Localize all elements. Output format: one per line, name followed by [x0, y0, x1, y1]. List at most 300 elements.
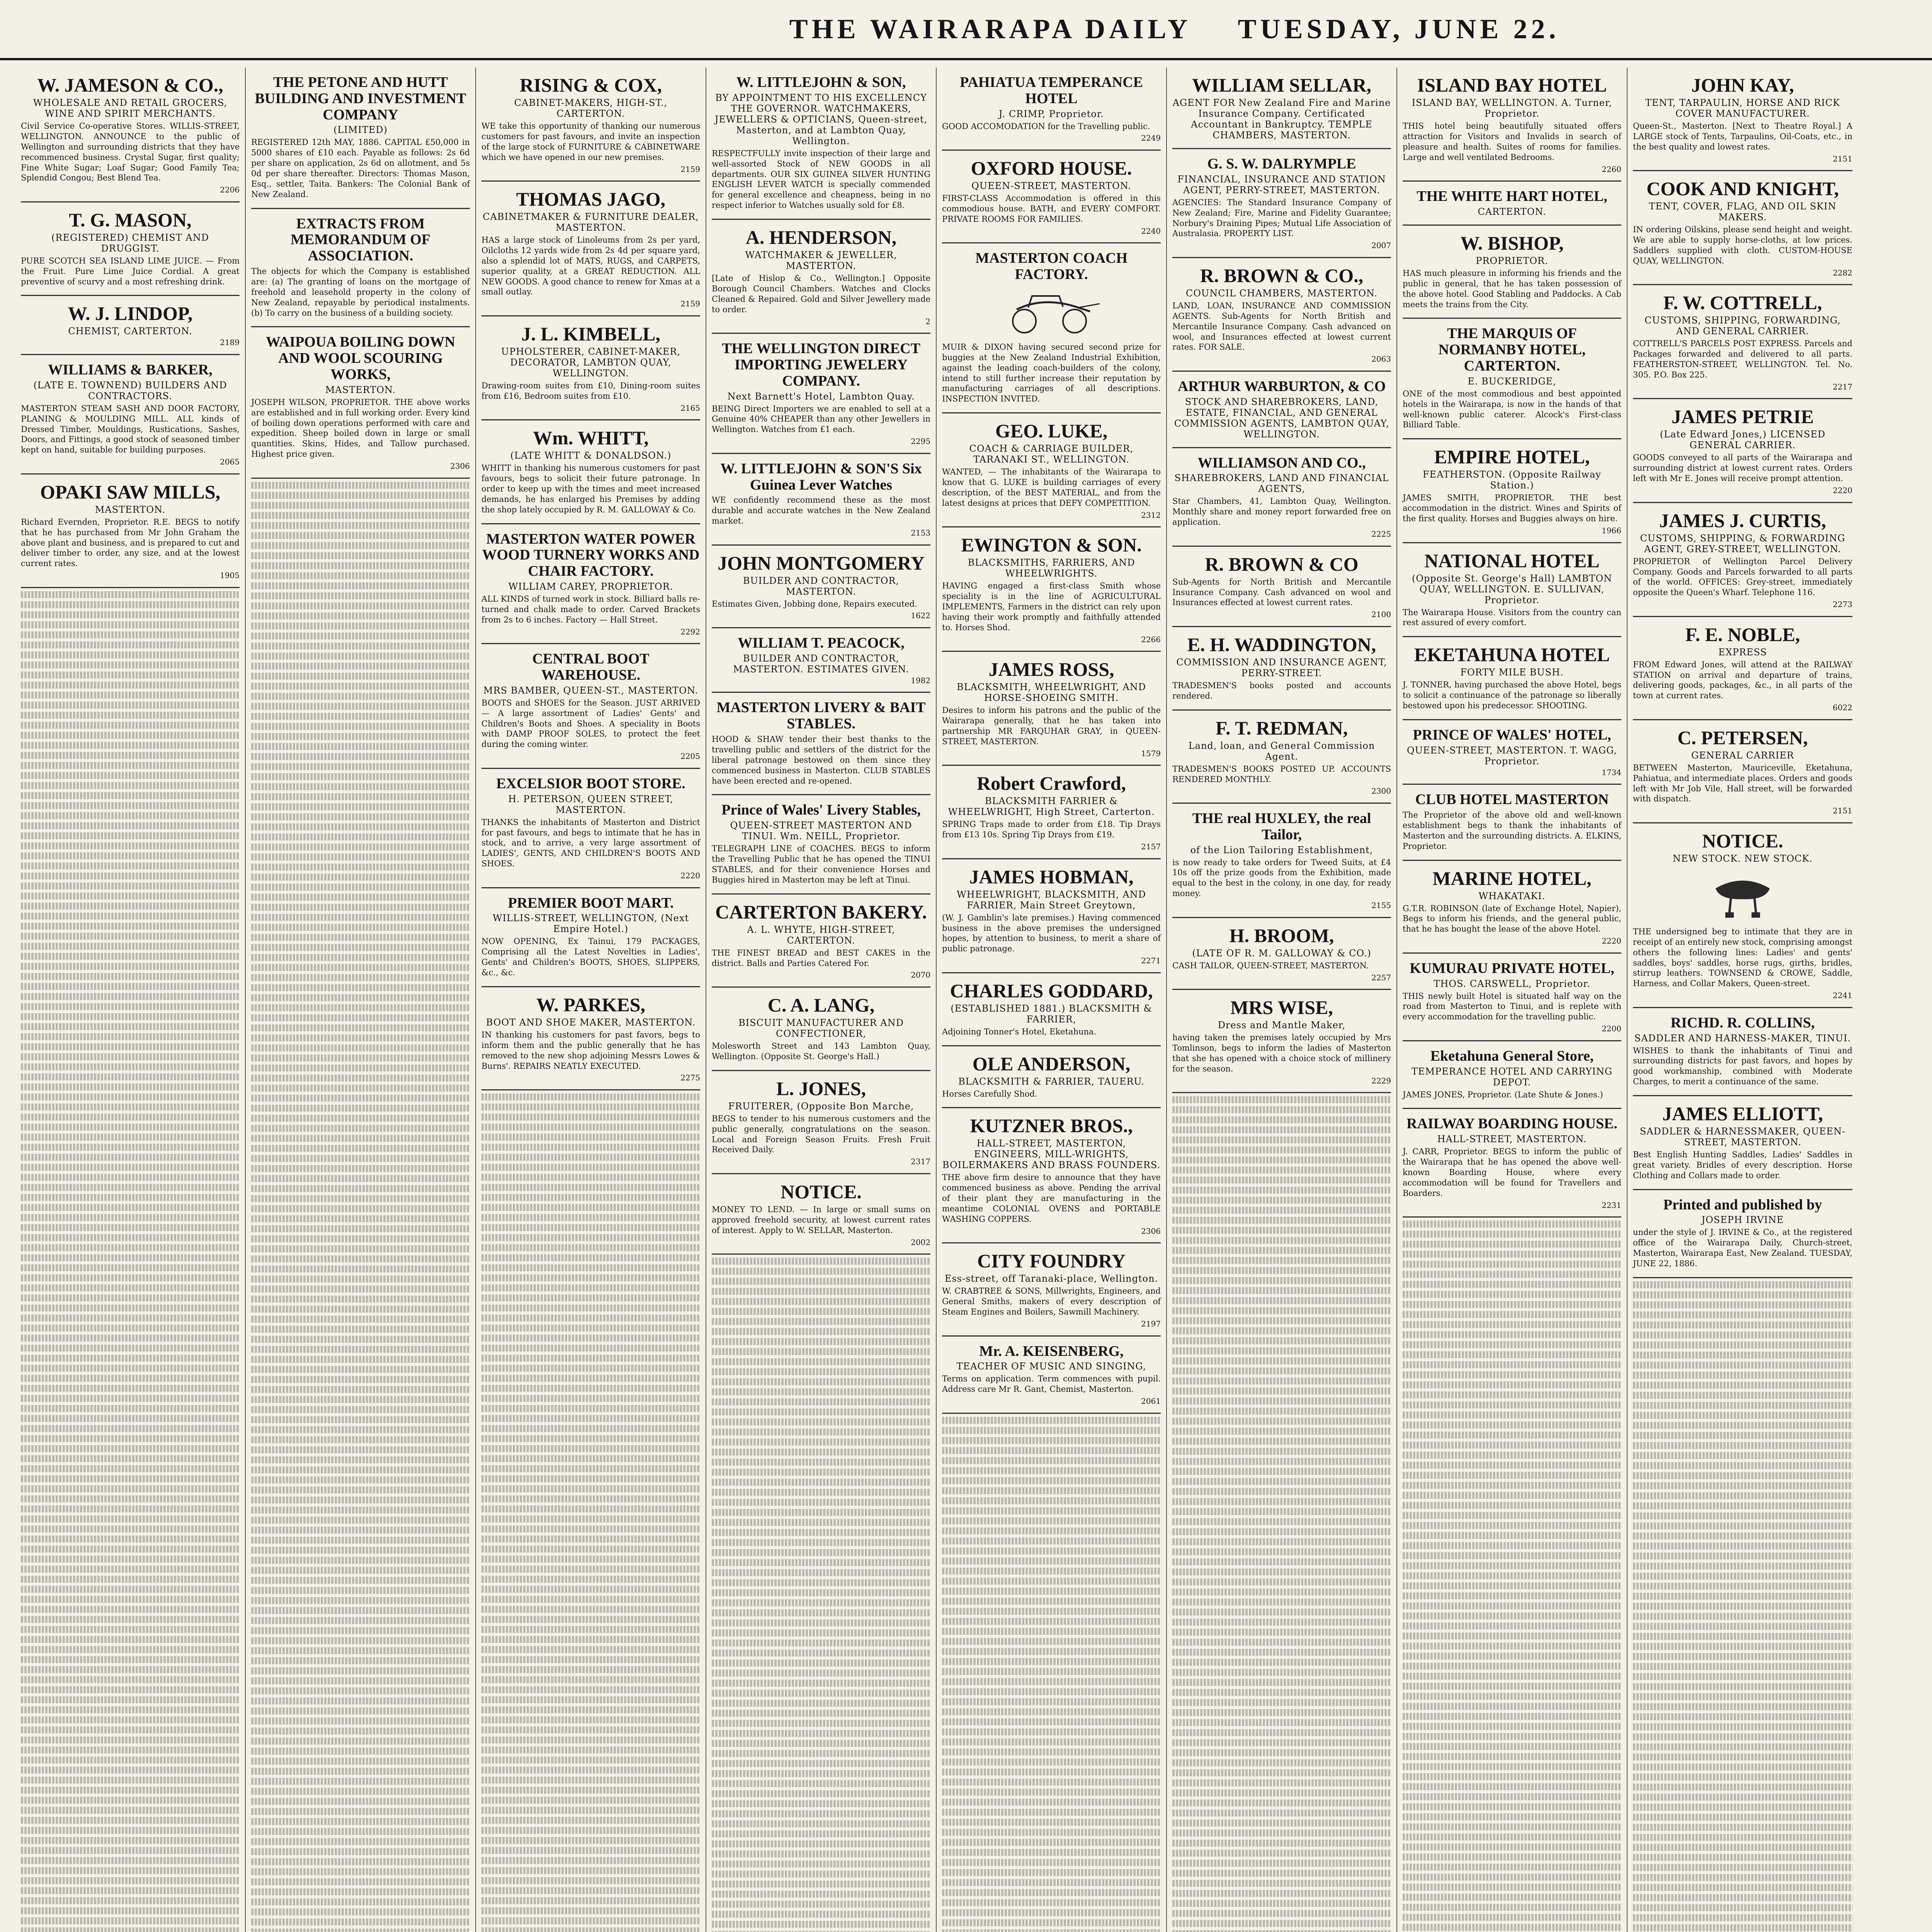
- ad-subheading: TEACHER OF MUSIC AND SINGING,: [956, 1361, 1146, 1372]
- filler-line: [21, 1244, 240, 1251]
- filler-line: [1403, 1311, 1621, 1318]
- filler-line: [1172, 1548, 1391, 1555]
- filler-line: [251, 1426, 470, 1433]
- filler-line: [942, 1648, 1161, 1655]
- advertisement: [1403, 1041, 1621, 1109]
- advertisement: [1403, 543, 1621, 638]
- ad-body: WANTED, — The inhabitants of the Wairarapa to know that G. LUKE is building carriages of every description, of the BEST MATERIAL, and from the latest designs at prices that DEFY COMPETITION.: [942, 467, 1161, 508]
- filler-line: [1633, 1733, 1852, 1740]
- filler-line: [1172, 1518, 1391, 1525]
- filler-line: [942, 1417, 1161, 1424]
- filler-line: [481, 1264, 700, 1271]
- filler-line: [481, 1204, 700, 1211]
- filler-line: [1633, 1653, 1852, 1660]
- filler-line: [1172, 1438, 1391, 1445]
- filler-line: [1633, 1593, 1852, 1600]
- filler-line: [251, 833, 470, 840]
- filler-line: [21, 1325, 240, 1332]
- filler-line: [481, 1315, 700, 1321]
- filler-line: [21, 752, 240, 759]
- filler-line: [712, 1328, 930, 1335]
- ad-subheading: BUILDER AND CONTRACTOR, MASTERTON. ESTIMATES GIVEN.: [733, 653, 909, 675]
- filler-line: [712, 1629, 930, 1636]
- filler-line: [1172, 1116, 1391, 1123]
- filler-line: [21, 1335, 240, 1342]
- filler-line: [1403, 1281, 1621, 1288]
- filler-line: [712, 1499, 930, 1506]
- ad-heading: KUTZNER BROS.,: [970, 1115, 1133, 1137]
- ad-body: ONE of the most commodious and best appointed hotels in the Wairarapa, is now in the hands of that well-known public caterer. Alcock's First-class Billiard Table.: [1403, 389, 1621, 430]
- filler-line: [1403, 1894, 1621, 1901]
- ad-heading: A. HENDERSON,: [745, 226, 897, 248]
- filler-line: [1172, 1739, 1391, 1746]
- column-filler-type: [251, 482, 470, 1932]
- filler-line: [1633, 1884, 1852, 1891]
- filler-line: [21, 1515, 240, 1522]
- filler-line: [251, 984, 470, 991]
- filler-line: [21, 651, 240, 658]
- filler-line: [1172, 1197, 1391, 1204]
- ad-heading: CARTERTON BAKERY.: [715, 901, 927, 923]
- filler-line: [251, 1225, 470, 1232]
- filler-line: [21, 1656, 240, 1663]
- filler-line: [21, 802, 240, 809]
- ad-body: IN thanking his customers for past favors, begs to inform them and the public generally that he has removed to the new shop adjoining Messrs Lowes & Burns'. REPAIRS NEATLY EXECUTED.: [481, 1030, 700, 1071]
- filler-line: [1633, 1774, 1852, 1781]
- ad-number: 2189: [220, 338, 240, 347]
- filler-line: [942, 1819, 1161, 1826]
- filler-line: [1403, 1401, 1621, 1408]
- filler-line: [21, 1827, 240, 1834]
- filler-line: [712, 1750, 930, 1757]
- ad-subheading: CUSTOMS, SHIPPING, & FORWARDING AGENT, GREY-STREET, WELLINGTON.: [1640, 532, 1845, 554]
- advertisement: [21, 474, 240, 588]
- ad-heading: W. J. LINDOP,: [68, 303, 193, 325]
- filler-line: [1172, 1699, 1391, 1706]
- ad-heading: RAILWAY BOARDING HOUSE.: [1406, 1116, 1617, 1132]
- filler-line: [1633, 1784, 1852, 1791]
- ad-subheading: MASTERTON.: [325, 384, 396, 395]
- filler-line: [21, 641, 240, 648]
- filler-line: [481, 1254, 700, 1261]
- advertisement: [942, 859, 1161, 973]
- ad-subheading: QUEEN-STREET, MASTERTON.: [971, 180, 1131, 192]
- filler-line: [1172, 1428, 1391, 1435]
- filler-line: [712, 1660, 930, 1667]
- advertisement: [712, 334, 930, 454]
- filler-line: [942, 1678, 1161, 1685]
- filler-line: [21, 812, 240, 819]
- ad-body: COTTRELL'S PARCELS POST EXPRESS. Parcels and Packages forwarded and delivered to all parts. FEATHERSTON-STREET, WELLINGTON. Tel. No. 305. P.O. Box 225.: [1633, 339, 1852, 379]
- filler-line: [1403, 1331, 1621, 1338]
- filler-line: [21, 1646, 240, 1653]
- filler-line: [251, 713, 470, 720]
- advertisement: [21, 68, 240, 202]
- ad-body: CASH TAILOR, QUEEN-STREET, MASTERTON.: [1172, 961, 1369, 970]
- filler-line: [481, 1274, 700, 1281]
- filler-line: [481, 1716, 700, 1723]
- filler-line: [21, 1023, 240, 1030]
- filler-line: [481, 1897, 700, 1904]
- filler-line: [1172, 1890, 1391, 1897]
- filler-line: [481, 1736, 700, 1743]
- filler-line: [1403, 1321, 1621, 1328]
- filler-line: [251, 532, 470, 539]
- filler-line: [1172, 1297, 1391, 1304]
- ad-body: TRADESMEN'S BOOKS POSTED UP. ACCOUNTS RENDERED MONTHLY.: [1172, 764, 1391, 784]
- filler-line: [1172, 1146, 1391, 1153]
- filler-line: [21, 1455, 240, 1462]
- ad-body: Terms on application. Term commences with pupil. Address care Mr R. Gant, Chemist, Masterton.: [942, 1374, 1161, 1394]
- filler-line: [712, 1770, 930, 1777]
- ad-subheading: BY APPOINTMENT TO HIS EXCELLENCY THE GOVERNOR. WATCHMAKERS, JEWELLERS & OPTICIANS, Queen-street, Masterton, and at Lambton Quay, Wellington.: [714, 92, 928, 146]
- column-6: [1167, 68, 1397, 1932]
- column-4: [706, 68, 937, 1932]
- filler-line: [1633, 1743, 1852, 1750]
- ad-heading: NOTICE.: [781, 1180, 862, 1202]
- filler-line: [1633, 1603, 1852, 1610]
- ad-body: THE above firm desire to announce that they have commenced business as above. Pending the arrival of their plant they are manufacturing in the meantime COLONIAL OVENS and PORTABLE WASHING COPPERS.: [942, 1173, 1161, 1224]
- ad-number: 2065: [220, 457, 240, 467]
- filler-line: [712, 1378, 930, 1385]
- filler-line: [251, 1828, 470, 1835]
- filler-line: [21, 742, 240, 749]
- filler-line: [251, 1517, 470, 1524]
- filler-line: [251, 1898, 470, 1905]
- ad-number: 2061: [1141, 1396, 1161, 1406]
- ad-subheading: QUEEN-STREET MASTERTON AND TINUI. Wm. NEILL, Proprietor.: [730, 820, 912, 842]
- ad-heading: NATIONAL HOTEL: [1424, 549, 1600, 571]
- filler-line: [21, 1526, 240, 1532]
- filler-line: [1172, 1850, 1391, 1857]
- filler-line: [1172, 1820, 1391, 1827]
- filler-line: [1633, 1894, 1852, 1901]
- filler-line: [481, 1526, 700, 1532]
- filler-line: [251, 1406, 470, 1413]
- filler-line: [21, 1495, 240, 1502]
- ad-subheading: JOSEPH IRVINE: [1701, 1214, 1784, 1226]
- filler-line: [251, 874, 470, 881]
- filler-line: [21, 1505, 240, 1512]
- filler-line: [251, 1527, 470, 1534]
- filler-line: [251, 1145, 470, 1152]
- advertisement: [1172, 258, 1391, 372]
- advertisement: [1403, 720, 1621, 785]
- ad-subheading: WHEELWRIGHT, BLACKSMITH, AND FARRIER, Main Street Greytown,: [956, 889, 1146, 911]
- filler-line: [1403, 1763, 1621, 1770]
- filler-line: [1403, 1803, 1621, 1810]
- filler-line: [1172, 1247, 1391, 1254]
- ad-heading: KUMURAU PRIVATE HOTEL,: [1410, 960, 1614, 976]
- ad-number: 1966: [1602, 526, 1621, 535]
- ad-heading: WILLIAM T. PEACOCK,: [738, 635, 905, 651]
- filler-line: [712, 1830, 930, 1837]
- filler-line: [251, 974, 470, 981]
- filler-line: [1172, 1237, 1391, 1244]
- filler-line: [1403, 1683, 1621, 1690]
- columns: [15, 68, 1932, 1932]
- ad-body: Sub-Agents for North British and Mercantile Insurance Company. Cash advanced on wool and Insurances effected at lowest current rates.: [1172, 577, 1391, 607]
- ad-number: 2153: [911, 528, 930, 537]
- filler-line: [1172, 1347, 1391, 1354]
- advertisement: [481, 644, 700, 769]
- ad-subheading: AGENT FOR New Zealand Fire and Marine Insurance Company. Certificated Accountant in Bankruptcy. TEMPLE CHAMBERS, MASTERTON.: [1172, 97, 1391, 141]
- filler-line: [251, 954, 470, 961]
- filler-line: [21, 1606, 240, 1613]
- filler-line: [251, 994, 470, 1001]
- filler-line: [712, 1268, 930, 1275]
- ad-heading: THE PETONE AND HUTT BUILDING AND INVESTMENT COMPANY: [255, 74, 466, 123]
- filler-line: [251, 612, 470, 619]
- filler-line: [1403, 1723, 1621, 1730]
- filler-line: [251, 1085, 470, 1092]
- filler-line: [942, 1839, 1161, 1846]
- ad-body: MUIR & DIXON having secured second prize for buggies at the New Zealand Industrial Exhibition, against the leading coach-builders of the colony, intend to still further increase their reputation by manufacturing carriages of all descriptions. INSPECTION INVITED.: [942, 342, 1161, 404]
- ad-body: is now ready to take orders for Tweed Suits, at £4 10s off the prize goods from the Exhibition, made equal to the best in the colony, in one day, for ready money.: [1172, 857, 1391, 898]
- filler-line: [21, 782, 240, 789]
- filler-line: [251, 552, 470, 559]
- filler-line: [21, 1315, 240, 1321]
- filler-line: [21, 1294, 240, 1301]
- filler-line: [1633, 1663, 1852, 1670]
- filler-line: [251, 1316, 470, 1323]
- filler-line: [21, 1184, 240, 1191]
- filler-line: [1172, 1096, 1391, 1103]
- filler-line: [251, 1537, 470, 1544]
- filler-line: [481, 1626, 700, 1633]
- filler-line: [942, 1769, 1161, 1776]
- filler-line: [21, 1465, 240, 1472]
- advertisement: [942, 766, 1161, 859]
- ad-body: having taken the premises lately occupied by Mrs Tomlinson, begs to inform the ladies of Masterton that she has opened with a choice stock of millinery for the season.: [1172, 1033, 1391, 1073]
- filler-line: [1403, 1622, 1621, 1629]
- filler-line: [21, 1897, 240, 1904]
- filler-line: [21, 973, 240, 980]
- ad-body: WE confidently recommend these as the most durable and accurate watches in the New Zealand market.: [712, 495, 930, 526]
- filler-line: [1403, 1381, 1621, 1388]
- filler-line: [712, 1650, 930, 1656]
- filler-line: [251, 1597, 470, 1604]
- filler-line: [21, 1696, 240, 1703]
- filler-line: [942, 1899, 1161, 1906]
- advertisement: [1172, 627, 1391, 711]
- filler-line: [1633, 1864, 1852, 1871]
- ad-heading: C. A. LANG,: [767, 994, 875, 1016]
- filler-line: [481, 1556, 700, 1563]
- filler-line: [251, 1396, 470, 1403]
- filler-line: [251, 1627, 470, 1634]
- filler-line: [1172, 1900, 1391, 1907]
- ad-heading: EWINGTON & SON.: [961, 534, 1142, 556]
- advertisement: [712, 795, 930, 894]
- ad-subheading: UPHOLSTERER, CABINET-MAKER, DECORATOR, LAMBTON QUAY, WELLINGTON.: [501, 346, 681, 379]
- filler-line: [21, 852, 240, 859]
- advertisement: [1172, 448, 1391, 547]
- filler-line: [21, 662, 240, 668]
- filler-line: [251, 1577, 470, 1584]
- filler-line: [1633, 1753, 1852, 1760]
- filler-line: [1403, 1733, 1621, 1740]
- filler-line: [1172, 1458, 1391, 1465]
- ad-body: Richard Evernden, Proprietor. R.E. BEGS to notify that he has purchased from Mr John Graham the above plant and business, and is prepared to cut and deliver timber to order, any size, and at the lowest current rates.: [21, 517, 240, 568]
- ad-number: 2159: [680, 164, 700, 174]
- ad-heading: C. PETERSEN,: [1677, 726, 1808, 748]
- ad-number: 1905: [220, 571, 240, 580]
- filler-line: [1633, 1301, 1852, 1308]
- filler-line: [1403, 1643, 1621, 1650]
- filler-line: [942, 1457, 1161, 1464]
- filler-line: [251, 1647, 470, 1654]
- filler-line: [251, 1677, 470, 1684]
- filler-line: [1403, 1924, 1621, 1931]
- ad-subheading: BLACKSMITH FARRIER & WHEELWRIGHT, High Street, Carterton.: [948, 796, 1155, 818]
- ad-subheading: Land, loan, and General Commission Agent.: [1188, 740, 1375, 762]
- filler-line: [712, 1589, 930, 1596]
- ad-body: Star Chambers, 41, Lambton Quay, Wellington. Monthly share and money report forwarded free on application.: [1172, 497, 1391, 527]
- filler-line: [251, 1054, 470, 1061]
- advertisement: [1633, 399, 1852, 503]
- ad-body: WE take this opportunity of thanking our numerous customers for past favours, and invite an inspection of the large stock of FURNITURE & CABINETWARE which we have opened in our new premises.: [481, 121, 700, 162]
- filler-line: [1172, 1910, 1391, 1917]
- ad-body: FIRST-CLASS Accommodation is offered in this commodious house. BATH, and EVERY COMFORT. PRIVATE ROOMS FOR FAMILIES.: [942, 194, 1161, 224]
- filler-line: [712, 1418, 930, 1425]
- ad-heading: Prince of Wales' Livery Stables,: [721, 802, 921, 818]
- filler-line: [1403, 1653, 1621, 1660]
- filler-line: [1172, 1277, 1391, 1284]
- filler-line: [481, 1485, 700, 1492]
- filler-line: [21, 1154, 240, 1161]
- filler-line: [1172, 1126, 1391, 1133]
- filler-line: [21, 1837, 240, 1844]
- ad-body: HAVING engaged a first-class Smith whose speciality is in the line of AGRICULTURAL IMPLEMENTS, Farmers in the district can rely upon having their work promptly and faithfully attended to. Horses Shod.: [942, 581, 1161, 632]
- ad-subheading: (LATE WHITT & DONALDSON.): [510, 450, 672, 461]
- column-2: [246, 68, 476, 1932]
- advertisement: [481, 769, 700, 888]
- filler-line: [251, 904, 470, 911]
- filler-line: [712, 1338, 930, 1345]
- filler-line: [251, 924, 470, 931]
- ad-body: Drawing-room suites from £10, Dining-room suites from £16, Bedroom suites from £10.: [481, 381, 700, 401]
- filler-line: [712, 1700, 930, 1707]
- filler-line: [251, 1296, 470, 1303]
- filler-line: [712, 1489, 930, 1496]
- filler-line: [251, 1768, 470, 1775]
- filler-line: [21, 963, 240, 970]
- filler-line: [942, 1748, 1161, 1755]
- filler-line: [1172, 1830, 1391, 1837]
- ad-number: 2070: [911, 970, 930, 980]
- filler-line: [712, 1680, 930, 1687]
- filler-line: [21, 1626, 240, 1633]
- ad-body: ALL KINDS of turned work in stock. Billiard balls re-turned and chalk made to order. Carved Brackets from 2s to 6 inches. Factory — Hall Street.: [481, 594, 700, 624]
- ad-heading: MASTERTON COACH FACTORY.: [975, 250, 1128, 283]
- advertisement: [1633, 1190, 1852, 1278]
- ad-heading: ISLAND BAY HOTEL: [1417, 74, 1607, 96]
- filler-line: [21, 1475, 240, 1482]
- ad-subheading: COMMISSION AND INSURANCE AGENT, PERRY-STREET.: [1176, 656, 1387, 679]
- filler-line: [251, 582, 470, 589]
- ad-subheading: WATCHMAKER & JEWELLER, MASTERTON.: [745, 250, 897, 272]
- filler-line: [481, 1104, 700, 1111]
- advertisement: [1633, 1008, 1852, 1096]
- ad-subheading: NEW STOCK. NEW STOCK.: [1672, 853, 1813, 864]
- filler-line: [251, 1075, 470, 1082]
- ad-subheading: Next Barnett's Hotel, Lambton Quay.: [727, 391, 915, 402]
- advertisement: [1403, 861, 1621, 954]
- advertisement: [712, 454, 930, 546]
- advertisement: [1403, 954, 1621, 1041]
- filler-line: [942, 1467, 1161, 1474]
- column-filler-type: [1633, 1281, 1852, 1932]
- filler-line: [1403, 1241, 1621, 1248]
- filler-line: [481, 1867, 700, 1874]
- filler-line: [942, 1909, 1161, 1916]
- ad-body: RESPECTFULLY invite inspection of their large and well-assorted Stock of NEW GOODS in all departments. OUR SIX GUINEA SILVER HUNTING ENGLISH LEVER WATCH is specially commended for general excellence and cheapness, being in no respect inferior to Watches usually sold for £8.: [712, 148, 930, 210]
- filler-line: [1633, 1794, 1852, 1801]
- filler-line: [1172, 1307, 1391, 1314]
- advertisement: [712, 693, 930, 795]
- filler-line: [481, 1586, 700, 1593]
- filler-line: [251, 1567, 470, 1574]
- filler-line: [21, 1224, 240, 1231]
- ad-body: TELEGRAPH LINE of COACHES. BEGS to inform the Travelling Public that he has opened the TINUI STABLES, and for their convenience Horses and Buggies hired in Masterton may be left at Tinui.: [712, 844, 930, 884]
- filler-line: [251, 683, 470, 690]
- advertisement: [1172, 711, 1391, 804]
- advertisement: [1403, 1109, 1621, 1218]
- filler-line: [481, 1767, 700, 1774]
- filler-line: [251, 743, 470, 750]
- advertisement: [942, 151, 1161, 243]
- filler-line: [712, 1901, 930, 1908]
- filler-line: [1633, 1342, 1852, 1349]
- filler-line: [251, 1466, 470, 1473]
- ad-number: 2155: [1371, 901, 1391, 910]
- filler-line: [21, 631, 240, 638]
- advertisement: [1172, 68, 1391, 149]
- filler-line: [21, 1083, 240, 1090]
- filler-line: [21, 1104, 240, 1111]
- filler-line: [251, 693, 470, 700]
- advertisement: [1403, 785, 1621, 861]
- filler-line: [21, 1053, 240, 1060]
- filler-line: [251, 884, 470, 891]
- ad-heading: JAMES PETRIE: [1671, 406, 1814, 428]
- filler-line: [942, 1799, 1161, 1806]
- advertisement: [1633, 503, 1852, 617]
- filler-line: [1172, 1468, 1391, 1475]
- filler-line: [1403, 1813, 1621, 1820]
- filler-line: [1633, 1311, 1852, 1318]
- ad-subheading: BUILDER AND CONTRACTOR, MASTERTON.: [743, 575, 900, 597]
- filler-line: [251, 492, 470, 499]
- filler-line: [712, 1298, 930, 1305]
- filler-line: [1172, 1769, 1391, 1776]
- filler-line: [251, 1758, 470, 1765]
- filler-line: [21, 1073, 240, 1080]
- filler-line: [481, 1134, 700, 1141]
- filler-line: [481, 1094, 700, 1100]
- advertisement: [21, 355, 240, 474]
- ad-subheading: FORTY MILE BUSH.: [1460, 667, 1564, 678]
- filler-line: [1172, 1156, 1391, 1163]
- filler-line: [712, 1479, 930, 1486]
- ad-heading: PREMIER BOOT MART.: [508, 895, 674, 911]
- filler-line: [481, 1576, 700, 1583]
- ad-body: JAMES SMITH, PROPRIETOR. THE best accommodation in the district. Wines and Spirits of the first quality. Horses and Buggies always on hire.: [1403, 493, 1621, 524]
- ad-body: PURE SCOTCH SEA ISLAND LIME JUICE. — From the Fruit. Pure Lime Juice Cordial. A great preventive of scurvy and a most refreshing drink.: [21, 256, 240, 286]
- filler-line: [1403, 1633, 1621, 1639]
- filler-line: [251, 964, 470, 971]
